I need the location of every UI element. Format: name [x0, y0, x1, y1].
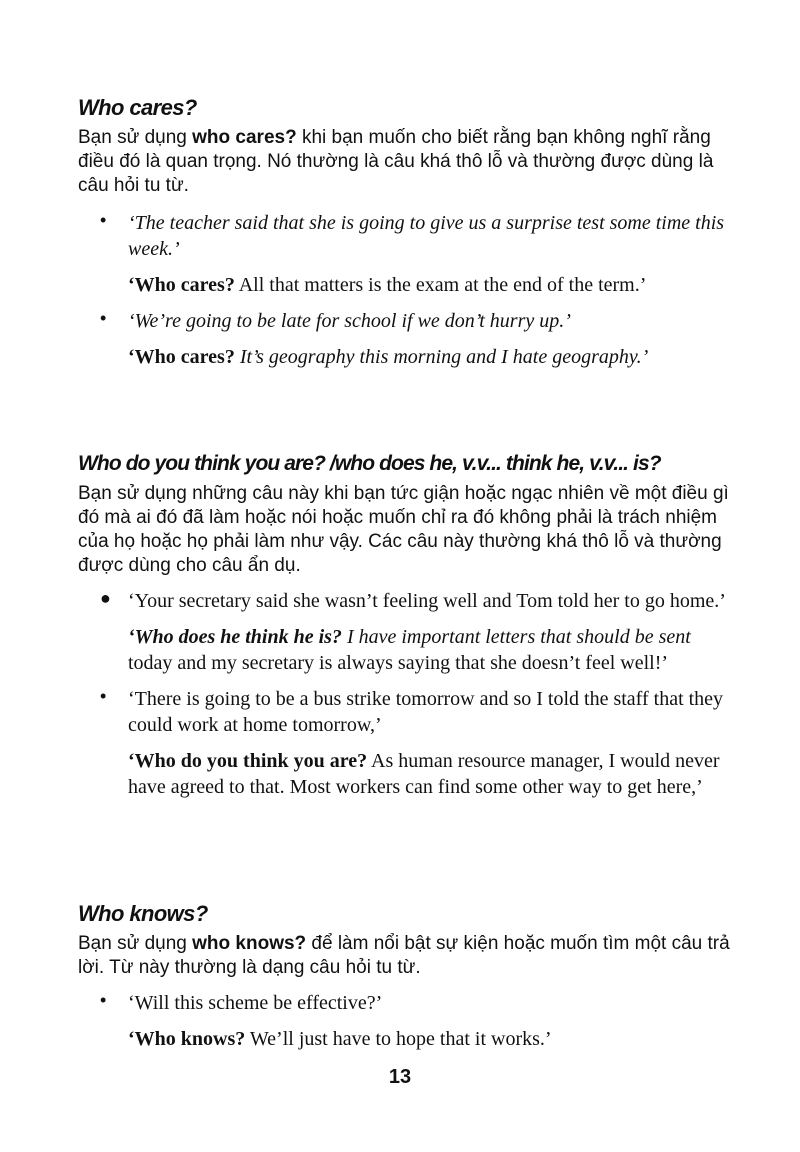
example-item [78, 588, 730, 676]
section-description: Bạn sử dụng who knows? để làm nổi bật sự kiện hoặc muốn tìm một câu trả lời. Từ này thường là dạng câu hỏi tu từ. [78, 933, 730, 978]
section-heading: Who cares? [78, 95, 197, 120]
example-item [78, 686, 730, 800]
example-question: ‘Your secretary said she wasn’t feeling well and Tom told her to go home.’ [128, 590, 726, 612]
section-heading: Who knows? [78, 901, 208, 926]
term: who knows? [192, 933, 307, 954]
example-item [78, 990, 730, 1052]
example-question: ‘Will this scheme be effective?’ [128, 992, 383, 1014]
section-description: Bạn sử dụng who cares? khi bạn muốn cho biết rằng bạn không nghĩ rằng điều đó là quan trọng. Nó thường là câu khá thô lỗ và thường được dùng là câu hỏi tu từ. [78, 127, 714, 196]
example-question: ‘We’re going to be late for school if we don’t hurry up.’ [128, 310, 571, 332]
section-who-cares [78, 94, 730, 370]
term: who cares? [192, 127, 297, 148]
example-answer: ‘Who knows? We’ll just have to hope that it works.’ [128, 1028, 552, 1050]
page-number: 13 [388, 1066, 412, 1088]
bullet-icon: • [100, 686, 107, 706]
example-question: ‘There is going to be a bus strike tomorrow and so I told the staff that they could work at home tomorrow,’ [128, 688, 724, 736]
bullet-icon: • [100, 210, 107, 230]
example-question: ‘The teacher said that she is going to give us a surprise test some time this week.’ [128, 212, 725, 260]
bullet-icon: • [100, 990, 107, 1010]
example-answer: ‘Who do you think you are? As human resource manager, I would never have agreed to that. Most workers can find some other way to get here,’ [128, 750, 720, 798]
example-answer: ‘Who does he think he is? I have important letters that should be sent today and my secretary is always saying that she doesn’t feel well!’ [128, 626, 691, 674]
example-item [78, 210, 730, 298]
example-item [78, 308, 730, 370]
section-heading: Who do you think you are? /who does he, v.v... think he, v.v... is? [78, 452, 661, 475]
bullet-icon: • [100, 308, 107, 328]
section-who-do-you-think-you-are [78, 450, 730, 800]
section-who-knows [78, 900, 730, 1052]
example-answer: ‘Who cares? It’s geography this morning and I hate geography.’ [128, 346, 649, 368]
example-answer: ‘Who cares? All that matters is the exam at the end of the term.’ [128, 274, 647, 296]
bullet-icon: ● [100, 588, 111, 608]
section-description: Bạn sử dụng những câu này khi bạn tức giận hoặc ngạc nhiên về một điều gì đó mà ai đó đã làm hoặc nói hoặc muốn chỉ ra đó không phải là trách nhiệm của họ hoặc họ phải làm như vậy. Các câu này thường khá thô lỗ và thường được dùng cho câu ẩn dụ. [78, 483, 729, 576]
